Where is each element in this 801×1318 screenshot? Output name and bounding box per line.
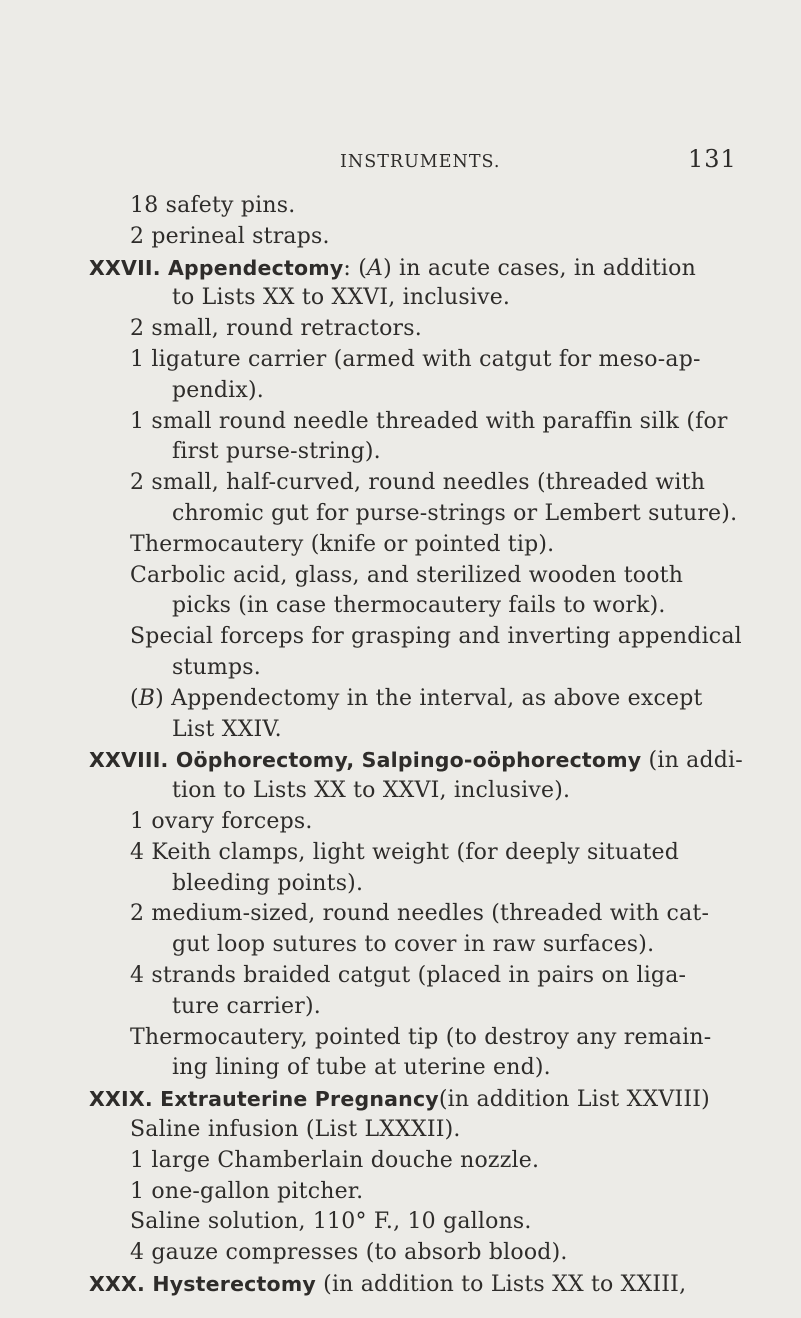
list-item: 4 strands braided catgut (placed in pairs on liga- bbox=[130, 963, 687, 988]
list-item: 2 small, half-curved, round needles (threaded with bbox=[130, 470, 706, 495]
list-item: Saline solution, 110° F., 10 gallons. bbox=[130, 1209, 532, 1234]
section-title: XXIX. Extrauterine Pregnancy bbox=[89, 1087, 439, 1111]
list-item: 2 medium-sized, round needles (threaded with cat- bbox=[130, 901, 710, 926]
list-item: 1 ligature carrier (armed with catgut for meso-ap- bbox=[130, 347, 701, 372]
page-number: 131 bbox=[688, 145, 737, 173]
list-item: 2 small, round retractors. bbox=[130, 316, 422, 341]
text-fragment: B bbox=[138, 686, 156, 711]
list-item: Special forceps for grasping and inverting appendical bbox=[130, 624, 742, 649]
section-heading-xxix bbox=[89, 1085, 710, 1114]
text-line: pendix). bbox=[172, 378, 264, 403]
text-line: first purse-string). bbox=[172, 439, 381, 464]
list-item: 1 one-gallon pitcher. bbox=[130, 1179, 364, 1204]
list-item: Carbolic acid, glass, and sterilized wooden tooth bbox=[130, 563, 684, 588]
text-line: chromic gut for purse-strings or Lembert suture). bbox=[172, 501, 738, 526]
section-title: Appendectomy bbox=[167, 256, 344, 280]
text-fragment: ( bbox=[130, 686, 139, 711]
text-line: gut loop sutures to cover in raw surfaces). bbox=[172, 932, 655, 957]
section-heading-xxx bbox=[89, 1270, 686, 1299]
section-number: XXVII. bbox=[89, 256, 161, 280]
text-fragment: A bbox=[366, 256, 384, 281]
text-line: tion to Lists XX to XXVI, inclusive). bbox=[172, 778, 571, 803]
text-line: List XXIV. bbox=[172, 717, 282, 742]
text-fragment: (in addition List XXVIII) bbox=[438, 1087, 710, 1112]
list-item: 4 Keith clamps, light weight (for deeply situated bbox=[130, 840, 680, 865]
section-heading-xxvii bbox=[89, 254, 696, 283]
running-title: INSTRUMENTS. bbox=[340, 152, 501, 172]
section-title: XXVIII. Oöphorectomy, Salpingo-oöphorectomy bbox=[89, 748, 642, 772]
section-title: XXX. Hysterectomy bbox=[89, 1272, 316, 1296]
list-item: 18 safety pins. bbox=[130, 193, 296, 218]
list-item: 2 perineal straps. bbox=[130, 224, 330, 249]
text-fragment: (in addition to Lists XX to XXIII, bbox=[323, 1272, 687, 1297]
text-fragment: : ( bbox=[343, 256, 367, 281]
text-fragment: (in addi- bbox=[648, 748, 743, 773]
text-fragment: ) in acute cases, in addition bbox=[383, 256, 696, 281]
section-heading-xxviii bbox=[89, 746, 743, 775]
list-item: 1 large Chamberlain douche nozzle. bbox=[130, 1148, 540, 1173]
list-item: Thermocautery, pointed tip (to destroy any remain- bbox=[130, 1025, 712, 1050]
list-item: 1 ovary forceps. bbox=[130, 809, 313, 834]
text-fragment: ) Appendectomy in the interval, as above except bbox=[155, 686, 703, 711]
text-line: ture carrier). bbox=[172, 994, 321, 1019]
list-item: 4 gauze compresses (to absorb blood). bbox=[130, 1240, 568, 1265]
text-line: stumps. bbox=[172, 655, 261, 680]
text-line: picks (in case thermocautery fails to work). bbox=[172, 593, 666, 618]
text-line: bleeding points). bbox=[172, 871, 364, 896]
list-item: 1 small round needle threaded with paraffin silk (for bbox=[130, 409, 728, 434]
text-line: ing lining of tube at uterine end). bbox=[172, 1055, 551, 1080]
list-item: Thermocautery (knife or pointed tip). bbox=[130, 532, 555, 557]
list-item: Saline infusion (List LXXXII). bbox=[130, 1117, 461, 1142]
subsection-b bbox=[130, 685, 703, 713]
text-line: to Lists XX to XXVI, inclusive. bbox=[172, 285, 511, 310]
